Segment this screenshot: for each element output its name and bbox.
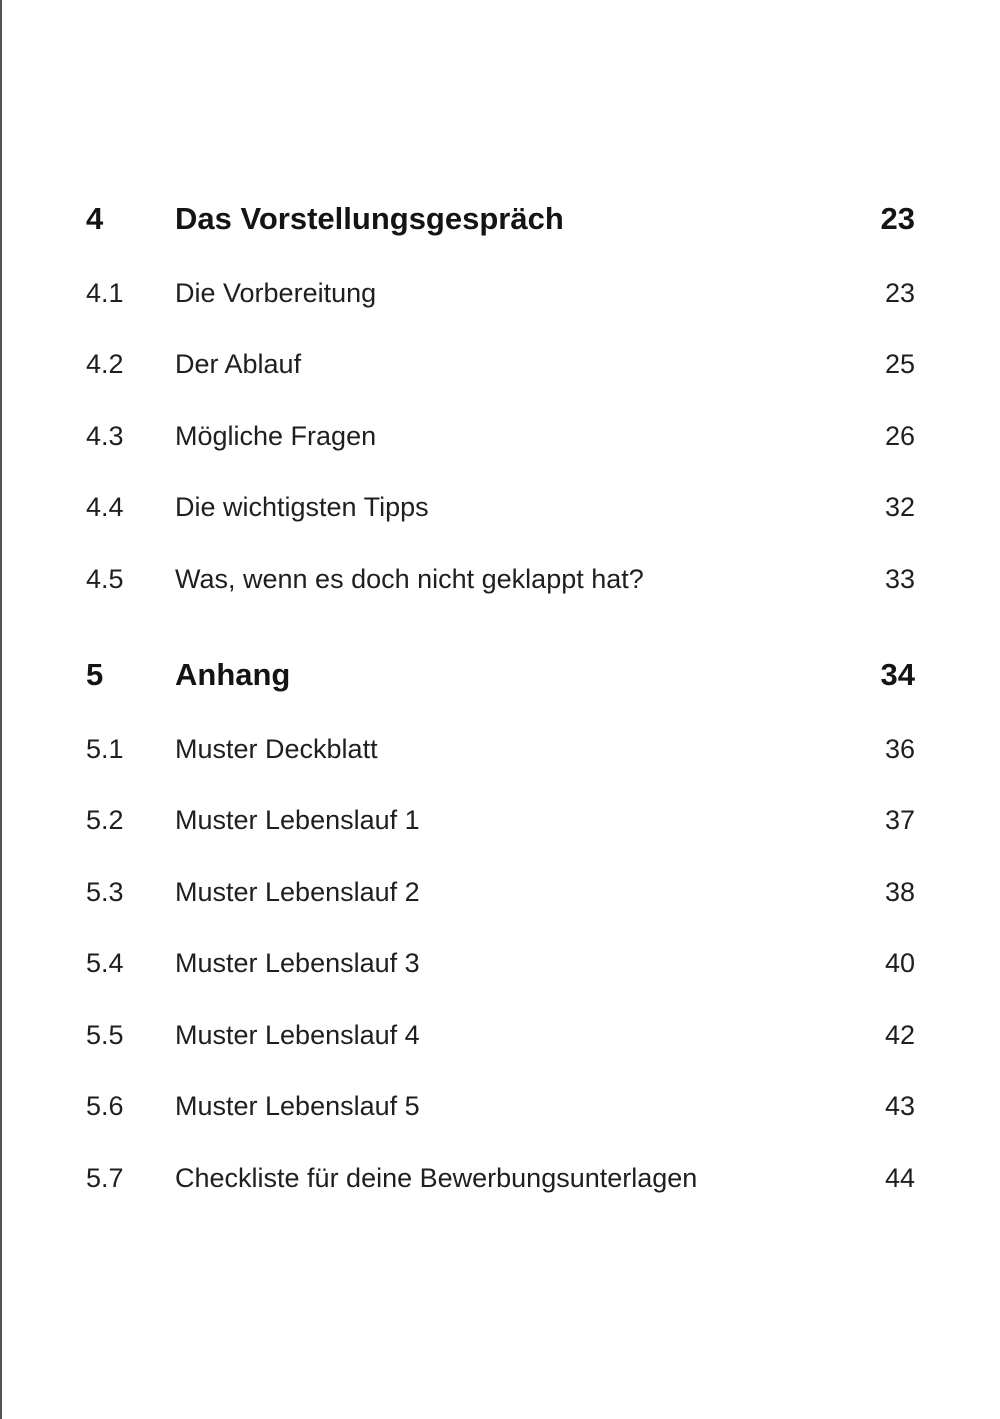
chapter-page-number: 23 [880,201,915,236]
section-page-number: 43 [884,1090,915,1121]
section-title: Was, wenn es doch nicht geklappt hat? [175,563,644,594]
section-title: Muster Lebenslauf 4 [175,1019,420,1050]
section-title: Die wichtigsten Tipps [175,491,429,522]
chapter-number: 5 [86,657,104,692]
section-page-number: 42 [884,1019,915,1050]
toc-entry[interactable] [86,872,915,912]
chapter-title: Das Vorstellungsgespräch [175,201,564,236]
section-page-number: 38 [884,876,915,907]
section-page-number: 37 [884,804,915,835]
section-number: 5.5 [86,1019,124,1050]
section-number: 4.3 [86,420,124,451]
toc-entry[interactable] [86,1086,915,1126]
section-page-number: 25 [884,348,915,379]
toc-entry[interactable] [86,800,915,840]
section-title: Der Ablauf [175,348,302,379]
section-title: Muster Lebenslauf 3 [175,947,420,978]
toc-entry[interactable] [86,1015,915,1055]
section-title: Die Vorbereitung [175,277,377,308]
section-page-number: 26 [884,420,915,451]
section-number: 5.3 [86,876,124,907]
section-page-number: 44 [884,1162,915,1193]
section-title: Muster Lebenslauf 5 [175,1090,420,1121]
section-number: 5.6 [86,1090,124,1121]
section-title: Muster Lebenslauf 2 [175,876,420,907]
section-title: Checkliste für deine Bewerbungsunterlagen [175,1162,698,1193]
section-title: Mögliche Fragen [175,420,377,451]
chapter-page-number: 34 [880,657,915,692]
page-edge-line [0,0,2,1419]
toc-entry[interactable] [86,729,915,769]
toc-entry[interactable] [86,344,915,384]
toc-entry[interactable] [86,416,915,456]
section-number: 5.7 [86,1162,124,1193]
section-title: Muster Lebenslauf 1 [175,804,420,835]
section-page-number: 32 [884,491,915,522]
section-page-number: 33 [884,563,915,594]
section-number: 4.2 [86,348,124,379]
toc-chapter-5[interactable] [86,655,915,695]
toc-entry[interactable] [86,1158,915,1198]
section-number: 4.5 [86,563,124,594]
section-number: 4.4 [86,491,124,522]
toc-chapter-4[interactable] [86,199,915,239]
section-number: 4.1 [86,277,124,308]
section-page-number: 40 [884,947,915,978]
section-page-number: 36 [884,733,915,764]
section-number: 5.2 [86,804,124,835]
chapter-number: 4 [86,201,104,236]
toc-entry[interactable] [86,487,915,527]
section-page-number: 23 [884,277,915,308]
section-number: 5.4 [86,947,124,978]
toc-entry[interactable] [86,943,915,983]
toc-entry[interactable] [86,273,915,313]
toc-entry[interactable] [86,559,915,599]
chapter-title: Anhang [175,657,291,692]
section-number: 5.1 [86,733,124,764]
section-title: Muster Deckblatt [175,733,378,764]
